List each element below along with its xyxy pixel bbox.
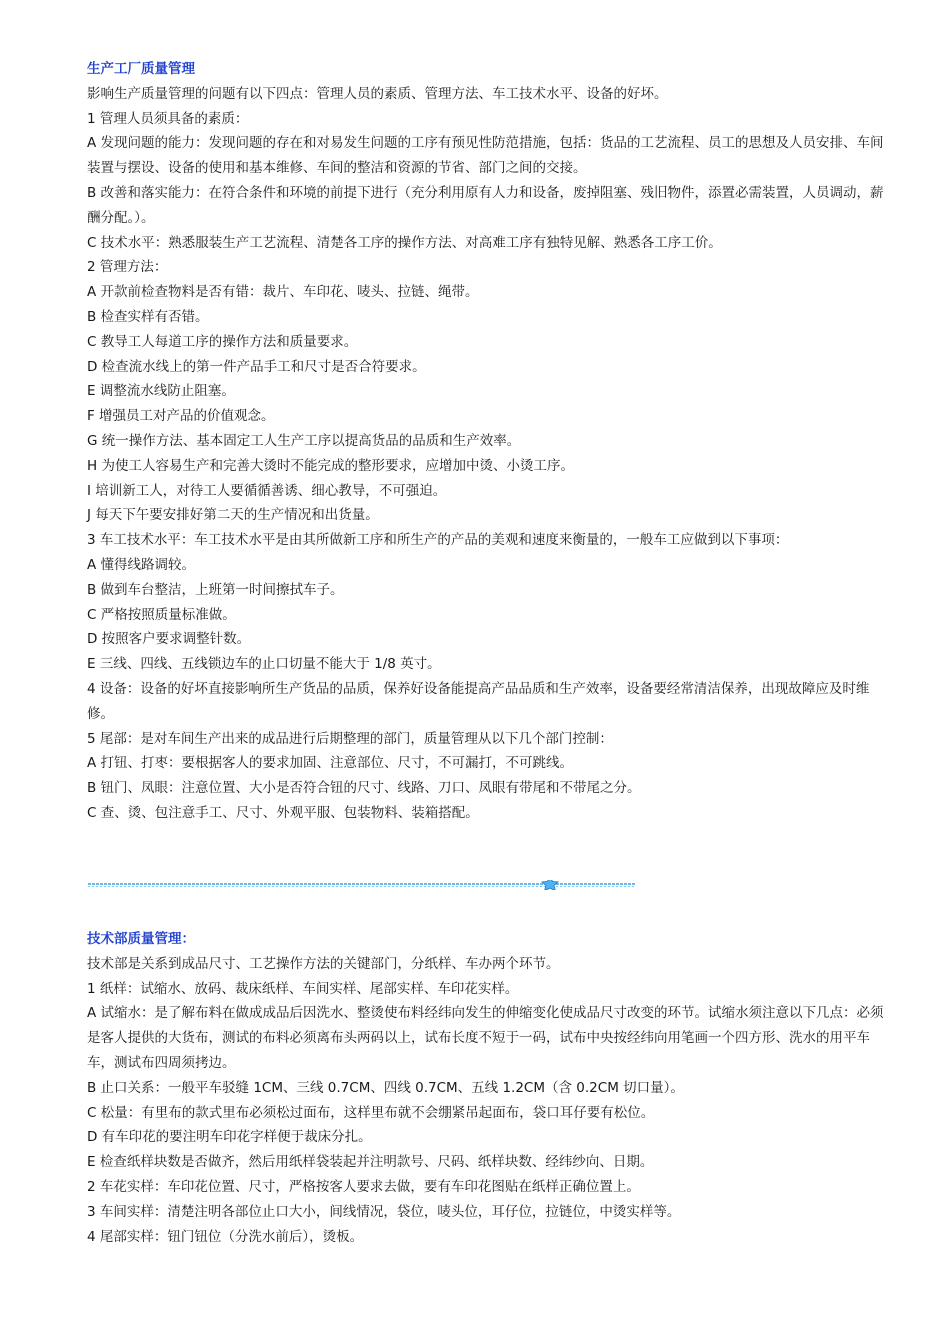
paragraph: E 三线、四线、五线锁边车的止口切量不能大于 1/8 英寸。 bbox=[87, 656, 441, 673]
section-title-production: 生产工厂质量管理 bbox=[87, 61, 195, 77]
paragraph: 1 管理人员须具备的素质： bbox=[87, 110, 249, 127]
paragraph: B 检查实样有否错。 bbox=[87, 308, 209, 325]
paragraph: 1 纸样：试缩水、放码、裁床纸样、车间实样、尾部实样、车印花实样。 bbox=[87, 980, 519, 997]
paragraph: G 统一操作方法、基本固定工人生产工序以提高货品的品质和生产效率。 bbox=[87, 432, 521, 449]
paragraph: 2 管理方法： bbox=[87, 259, 168, 276]
paragraph: C 查、烫、包注意手工、尺寸、外观平服、包装物料、装箱搭配。 bbox=[87, 804, 479, 821]
paragraph: C 严格按照质量标准做。 bbox=[87, 606, 236, 623]
paragraph: D 有车印花的要注明车印花字样便于裁床分扎。 bbox=[87, 1129, 372, 1146]
paragraph: 2 车花实样：车印花位置、尺寸，严格按客人要求去做，要有车印花图贴在纸样正确位置上。 bbox=[87, 1178, 640, 1195]
paragraph: A 打钮、打枣：要根据客人的要求加固、注意部位、尺寸，不可漏打，不可跳线。 bbox=[87, 755, 574, 772]
star-icon bbox=[542, 880, 558, 890]
section-technical-quality bbox=[87, 927, 887, 1249]
paragraph: A 开款前检查物料是否有错：裁片、车印花、唛头、拉链、绳带。 bbox=[87, 284, 479, 301]
paragraph: 3 车间实样：清楚注明各部位止口大小，间线情况，袋位，唛头位，耳仔位，拉链位，中烫实样等。 bbox=[87, 1203, 681, 1220]
section-title-technical: 技术部质量管理： bbox=[87, 931, 195, 947]
paragraph: A 懂得线路调较。 bbox=[87, 556, 196, 573]
paragraph: B 做到车台整洁，上班第一时间擦拭车子。 bbox=[87, 581, 344, 598]
section-production-quality bbox=[87, 57, 887, 826]
paragraph: 3 车工技术水平：车工技术水平是由其所做新工序和所生产的产品的美观和速度来衡量的，一般车工应做到以下事项： bbox=[87, 532, 789, 549]
paragraph: C 松量：有里布的款式里布必须松过面布，这样里布就不会绷紧吊起面布，袋口耳仔要有松位。 bbox=[87, 1104, 655, 1121]
paragraph: B 改善和落实能力：在符合条件和环境的前提下进行（充分利用原有人力和设备，废掉阻塞、残旧物件，添置必需装置，人员调动，薪酬分配。）。 bbox=[87, 184, 884, 226]
paragraph: E 检查纸样块数是否做齐，然后用纸样袋装起并注明款号、尺码、纸样块数、经纬纱向、日期。 bbox=[87, 1154, 654, 1171]
paragraph: H 为使工人容易生产和完善大烫时不能完成的整形要求，应增加中烫、小烫工序。 bbox=[87, 457, 574, 474]
paragraph: B 止口关系：一般平车驳缝 1CM、三线 0.7CM、四线 0.7CM、五线 1.2CM（含 0.2CM 切口量）。 bbox=[87, 1079, 684, 1096]
paragraph: I 培训新工人，对待工人要循循善诱、细心教导，不可强迫。 bbox=[87, 482, 447, 499]
paragraph: 影响生产质量管理的问题有以下四点：管理人员的素质、管理方法、车工技术水平、设备的好坏。 bbox=[87, 85, 668, 102]
paragraph: C 教导工人每道工序的操作方法和质量要求。 bbox=[87, 333, 358, 350]
paragraph: A 试缩水：是了解布料在做成成品后因洗水、整烫使布料经纬向发生的伸缩变化使成品尺寸改变的环节。试缩水须注意以下几点：必须是客人提供的大货布，测试的布料必须离布头两码以上，试布长度不短于一码，试布中央按经纬向用笔画一个四方形、洗水的用平车车，测试布四周须拷边。 bbox=[87, 1005, 884, 1071]
paragraph: 技术部是关系到成品尺寸、工艺操作方法的关键部门，分纸样、车办两个环节。 bbox=[87, 955, 560, 972]
paragraph: A 发现问题的能力：发现问题的存在和对易发生问题的工序有预见性防范措施，包括：货品的工艺流程、员工的思想及人员安排、车间装置与摆设、设备的使用和基本维修、车间的整洁和资源的节省、部门之间的交接。 bbox=[87, 135, 884, 177]
paragraph: D 按照客户要求调整针数。 bbox=[87, 631, 251, 648]
paragraph: E 调整流水线防止阻塞。 bbox=[87, 383, 235, 400]
section2-body bbox=[87, 952, 887, 1250]
paragraph: 4 设备：设备的好坏直接影响所生产货品的品质，保养好设备能提高产品品质和生产效率，设备要经常清洁保养，出现故障应及时维修。 bbox=[87, 680, 870, 722]
section1-body bbox=[87, 82, 887, 826]
paragraph: 5 尾部：是对车间生产出来的成品进行后期整理的部门，质量管理从以下几个部门控制： bbox=[87, 730, 613, 747]
paragraph: F 增强员工对产品的价值观念。 bbox=[87, 408, 275, 425]
paragraph: 4 尾部实样：钮门钮位（分洗水前后），烫板。 bbox=[87, 1228, 364, 1245]
paragraph: C 技术水平：熟悉服装生产工艺流程、清楚各工序的操作方法、对高难工序有独特见解、熟悉各工序工价。 bbox=[87, 234, 722, 251]
paragraph: D 检查流水线上的第一件产品手工和尺寸是否合符要求。 bbox=[87, 358, 426, 375]
paragraph: B 钮门、凤眼：注意位置、大小是否符合钮的尺寸、线路、刀口、凤眼有带尾和不带尾之分。 bbox=[87, 780, 641, 797]
paragraph: J 每天下午要安排好第二天的生产情况和出货量。 bbox=[87, 507, 379, 524]
decorative-divider bbox=[88, 880, 635, 890]
